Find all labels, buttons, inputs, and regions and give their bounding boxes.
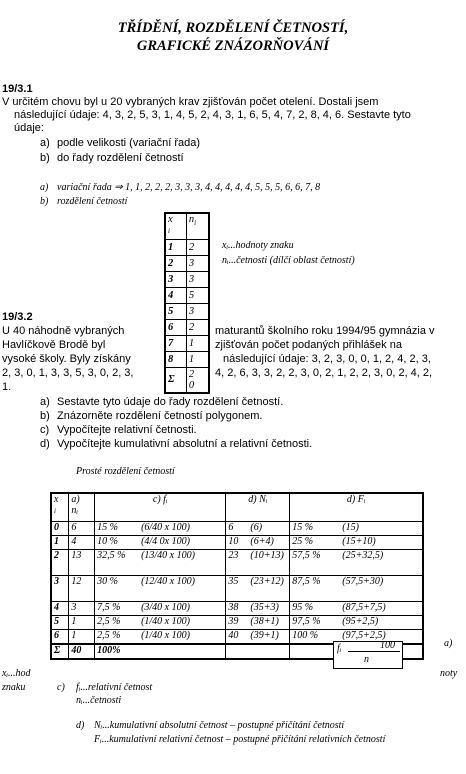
cell-f: 30 % (12/40 x 100) — [95, 576, 226, 602]
cell-N: 6 (6) — [226, 522, 290, 536]
cell-n: 4 — [69, 536, 95, 550]
exercise-2-left-4: 2, 3, 0, 1, 3, 3, 5, 3, 0, 2, 3, — [2, 367, 134, 379]
solution-b-mark: b) — [40, 196, 49, 207]
solution-b: rozdělení četností — [57, 196, 128, 207]
formula-num: 100 — [380, 640, 395, 651]
cell-F: 25 % (15+10) — [290, 536, 423, 550]
exercise-1-task-a-mark: a) — [40, 137, 50, 149]
table-row — [165, 319, 209, 335]
exercise-2-left-5: 1. — [2, 381, 12, 393]
cell-n: 1 — [186, 335, 209, 351]
cell-n: 12 — [69, 576, 95, 602]
exercise-2-task-b-mark: b) — [40, 410, 50, 422]
cell-n: 3 — [69, 602, 95, 616]
cell-x: 4 — [51, 602, 69, 616]
cell-x: 5 — [51, 616, 69, 630]
cell-x: 6 — [165, 319, 186, 335]
table-row — [51, 536, 423, 550]
legend2-f: fᵢ...relativní četnost — [76, 682, 153, 693]
table-row — [165, 367, 209, 393]
exercise-1-id: 19/3.1 — [2, 83, 33, 95]
cell-F: 100 % (97,5+2,5) — [290, 630, 423, 645]
cell-n: 2 — [186, 319, 209, 335]
cell-n: 1 — [69, 616, 95, 630]
table-row — [51, 550, 423, 576]
sum-x: Σ — [51, 644, 69, 659]
formula-box — [333, 641, 403, 669]
page-title-line2: GRAFICKÉ ZNÁZORŇOVÁNÍ — [136, 38, 330, 54]
cell-N: 23 (10+13) — [226, 550, 290, 576]
table-row — [165, 255, 209, 271]
exercise-2-right-2: zjišťován počet podaných přihlášek na — [215, 339, 402, 351]
cell-x: 0 — [51, 522, 69, 536]
frequency-table-2 — [50, 492, 424, 660]
table-row — [51, 522, 423, 536]
exercise-1-task-a: podle velikosti (variační řada) — [57, 137, 201, 149]
cell-x: 7 — [165, 335, 186, 351]
legend2-N: Nᵢ...kumulativní absolutní četnost – postupné přičítání četností — [94, 720, 345, 731]
cell-x: 6 — [51, 630, 69, 645]
header-c: c) fᵢ — [95, 493, 226, 522]
exercise-1-text-3: údaje: — [14, 122, 44, 134]
exercise-2-right-3: následující údaje: 3, 2, 3, 0, 0, 1, 2, 4, 2, 3, — [223, 353, 431, 365]
cell-n: 5 — [186, 287, 209, 303]
cell-f: 7,5 % (3/40 x 100) — [95, 602, 226, 616]
exercise-2-id: 19/3.2 — [2, 311, 33, 323]
cell-x: 3 — [165, 271, 186, 287]
page-title-line1: TŘÍDĚNÍ, ROZDĚLENÍ ČETNOSTÍ, — [117, 20, 349, 36]
exercise-1-task-b: do řady rozdělení četností — [57, 152, 184, 164]
cell-n: 1 — [69, 630, 95, 645]
table-caption: Prosté rozdělení četností — [76, 466, 175, 477]
side-a: a) — [444, 638, 453, 649]
table-row — [165, 335, 209, 351]
exercise-2-task-d-mark: d) — [40, 438, 50, 450]
formula-f: fᵢ — [337, 643, 342, 654]
cell-f: 10 % (4/4 0x 100) — [95, 536, 226, 550]
cell-n: 2 — [186, 239, 209, 255]
exercise-2-task-a-mark: a) — [40, 396, 50, 408]
exercise-2-task-c: Vypočítejte relativní četnosti. — [57, 424, 197, 436]
header-x: x i — [51, 493, 69, 522]
cell-F: 87,5 % (57,5+30) — [290, 576, 423, 602]
cell-x: 8 — [165, 351, 186, 367]
exercise-2-left-1: U 40 náhodně vybraných — [2, 325, 125, 337]
cell-f: 15 % (6/40 x 100) — [95, 522, 226, 536]
table-row — [51, 576, 423, 602]
legend2-c-mark: c) — [57, 682, 65, 693]
header-n: $n_i$ — [186, 213, 209, 239]
sum-n: 40 — [69, 644, 95, 659]
exercise-2-right-1: maturantů školního roku 1994/95 gymnázia v — [215, 325, 435, 337]
cell-F: 95 % (87,5+7,5) — [290, 602, 423, 616]
table-row — [51, 616, 423, 630]
cell-N: 10 (6+4) — [226, 536, 290, 550]
cell-x: 1 — [165, 239, 186, 255]
cell-N: 40 (39+1) — [226, 630, 290, 645]
table-row — [165, 271, 209, 287]
legend-x: xᵢ...hodnoty znaku — [222, 240, 294, 251]
fraction-bar — [348, 651, 400, 652]
table-row — [165, 287, 209, 303]
cell-x: 5 — [165, 303, 186, 319]
header-d2: d) Fᵢ — [290, 493, 423, 522]
exercise-2-task-b: Znázorněte rozdělení četností polygonem. — [57, 410, 263, 422]
legend2-noty: noty — [440, 668, 458, 679]
cell-n: 1 — [186, 351, 209, 367]
frequency-table-1 — [164, 212, 210, 394]
legend2-n: nᵢ...četnosti — [76, 695, 122, 706]
cell-n: 2 0 — [186, 367, 209, 393]
table-row — [51, 602, 423, 616]
cell-N: 38 (35+3) — [226, 602, 290, 616]
cell-x: Σ — [165, 367, 186, 393]
cell-x: 2 — [165, 255, 186, 271]
cell-F: 57,5 % (25+32,5) — [290, 550, 423, 576]
exercise-1-task-b-mark: b) — [40, 152, 50, 164]
table-row — [165, 303, 209, 319]
sum-f: 100% — [95, 644, 226, 659]
cell-n: 13 — [69, 550, 95, 576]
cell-F: 15 % (15) — [290, 522, 423, 536]
formula-den: n — [364, 654, 369, 665]
cell-N: 39 (38+1) — [226, 616, 290, 630]
cell-f: 32,5 % (13/40 x 100) — [95, 550, 226, 576]
exercise-2-task-a: Sestavte tyto údaje do řady rozdělení četností. — [57, 396, 284, 408]
cell-x: 4 — [165, 287, 186, 303]
exercise-2-task-d: Vypočítejte kumulativní absolutní a relativní četnosti. — [57, 438, 313, 450]
legend2-x2: znaku — [2, 682, 26, 693]
solution-a: variační řada ⇒ 1, 1, 2, 2, 2, 3, 3, 3, 4, 4, 4, 4, 4, 5, 5, 5, 6, 6, 7, 8 — [57, 182, 321, 193]
legend2-x1: xᵢ...hod — [2, 668, 31, 679]
exercise-1-text-1: V určitém chovu byl u 20 vybraných krav zjišťován počet otelení. Dostali jsem — [2, 96, 379, 108]
table-row — [165, 239, 209, 255]
header-a: a) nᵢ — [69, 493, 95, 522]
exercise-1-text-2: následující údaje: 4, 3, 2, 5, 3, 1, 4, 5, 2, 4, 3, 1, 6, 5, 4, 7, 2, 8, 4, 6. Sestavte tyto — [14, 109, 411, 121]
cell-N: 35 (23+12) — [226, 576, 290, 602]
header-x: x i — [165, 213, 186, 239]
cell-F: 97,5 % (95+2,5) — [290, 616, 423, 630]
solution-a-mark: a) — [40, 182, 49, 193]
table-row — [165, 351, 209, 367]
exercise-2-left-2: Havlíčkově Brodě byl — [2, 339, 106, 351]
legend2-d-mark: d) — [76, 720, 85, 731]
exercise-2-task-c-mark: c) — [40, 424, 50, 436]
legend2-F: Fᵢ...kumulativní relativní četnost – postupné přičítání relativních četností — [94, 734, 386, 745]
cell-n: 3 — [186, 271, 209, 287]
exercise-2-right-4: 4, 2, 6, 3, 3, 2, 2, 3, 0, 2, 1, 2, 2, 3, 0, 2, 4, 2, — [215, 367, 433, 379]
exercise-2-left-3: vysoké školy. Byly získány — [2, 353, 131, 365]
cell-x: 2 — [51, 550, 69, 576]
header-d1: d) Nᵢ — [226, 493, 290, 522]
cell-x: 1 — [51, 536, 69, 550]
cell-n: 6 — [69, 522, 95, 536]
cell-f: 2,5 % (1/40 x 100) — [95, 630, 226, 645]
cell-n: 3 — [186, 255, 209, 271]
cell-x: 3 — [51, 576, 69, 602]
cell-f: 2,5 % (1/40 x 100) — [95, 616, 226, 630]
legend-n: nᵢ...četnosti (dílčí oblast četností) — [222, 255, 355, 266]
cell-n: 3 — [186, 303, 209, 319]
